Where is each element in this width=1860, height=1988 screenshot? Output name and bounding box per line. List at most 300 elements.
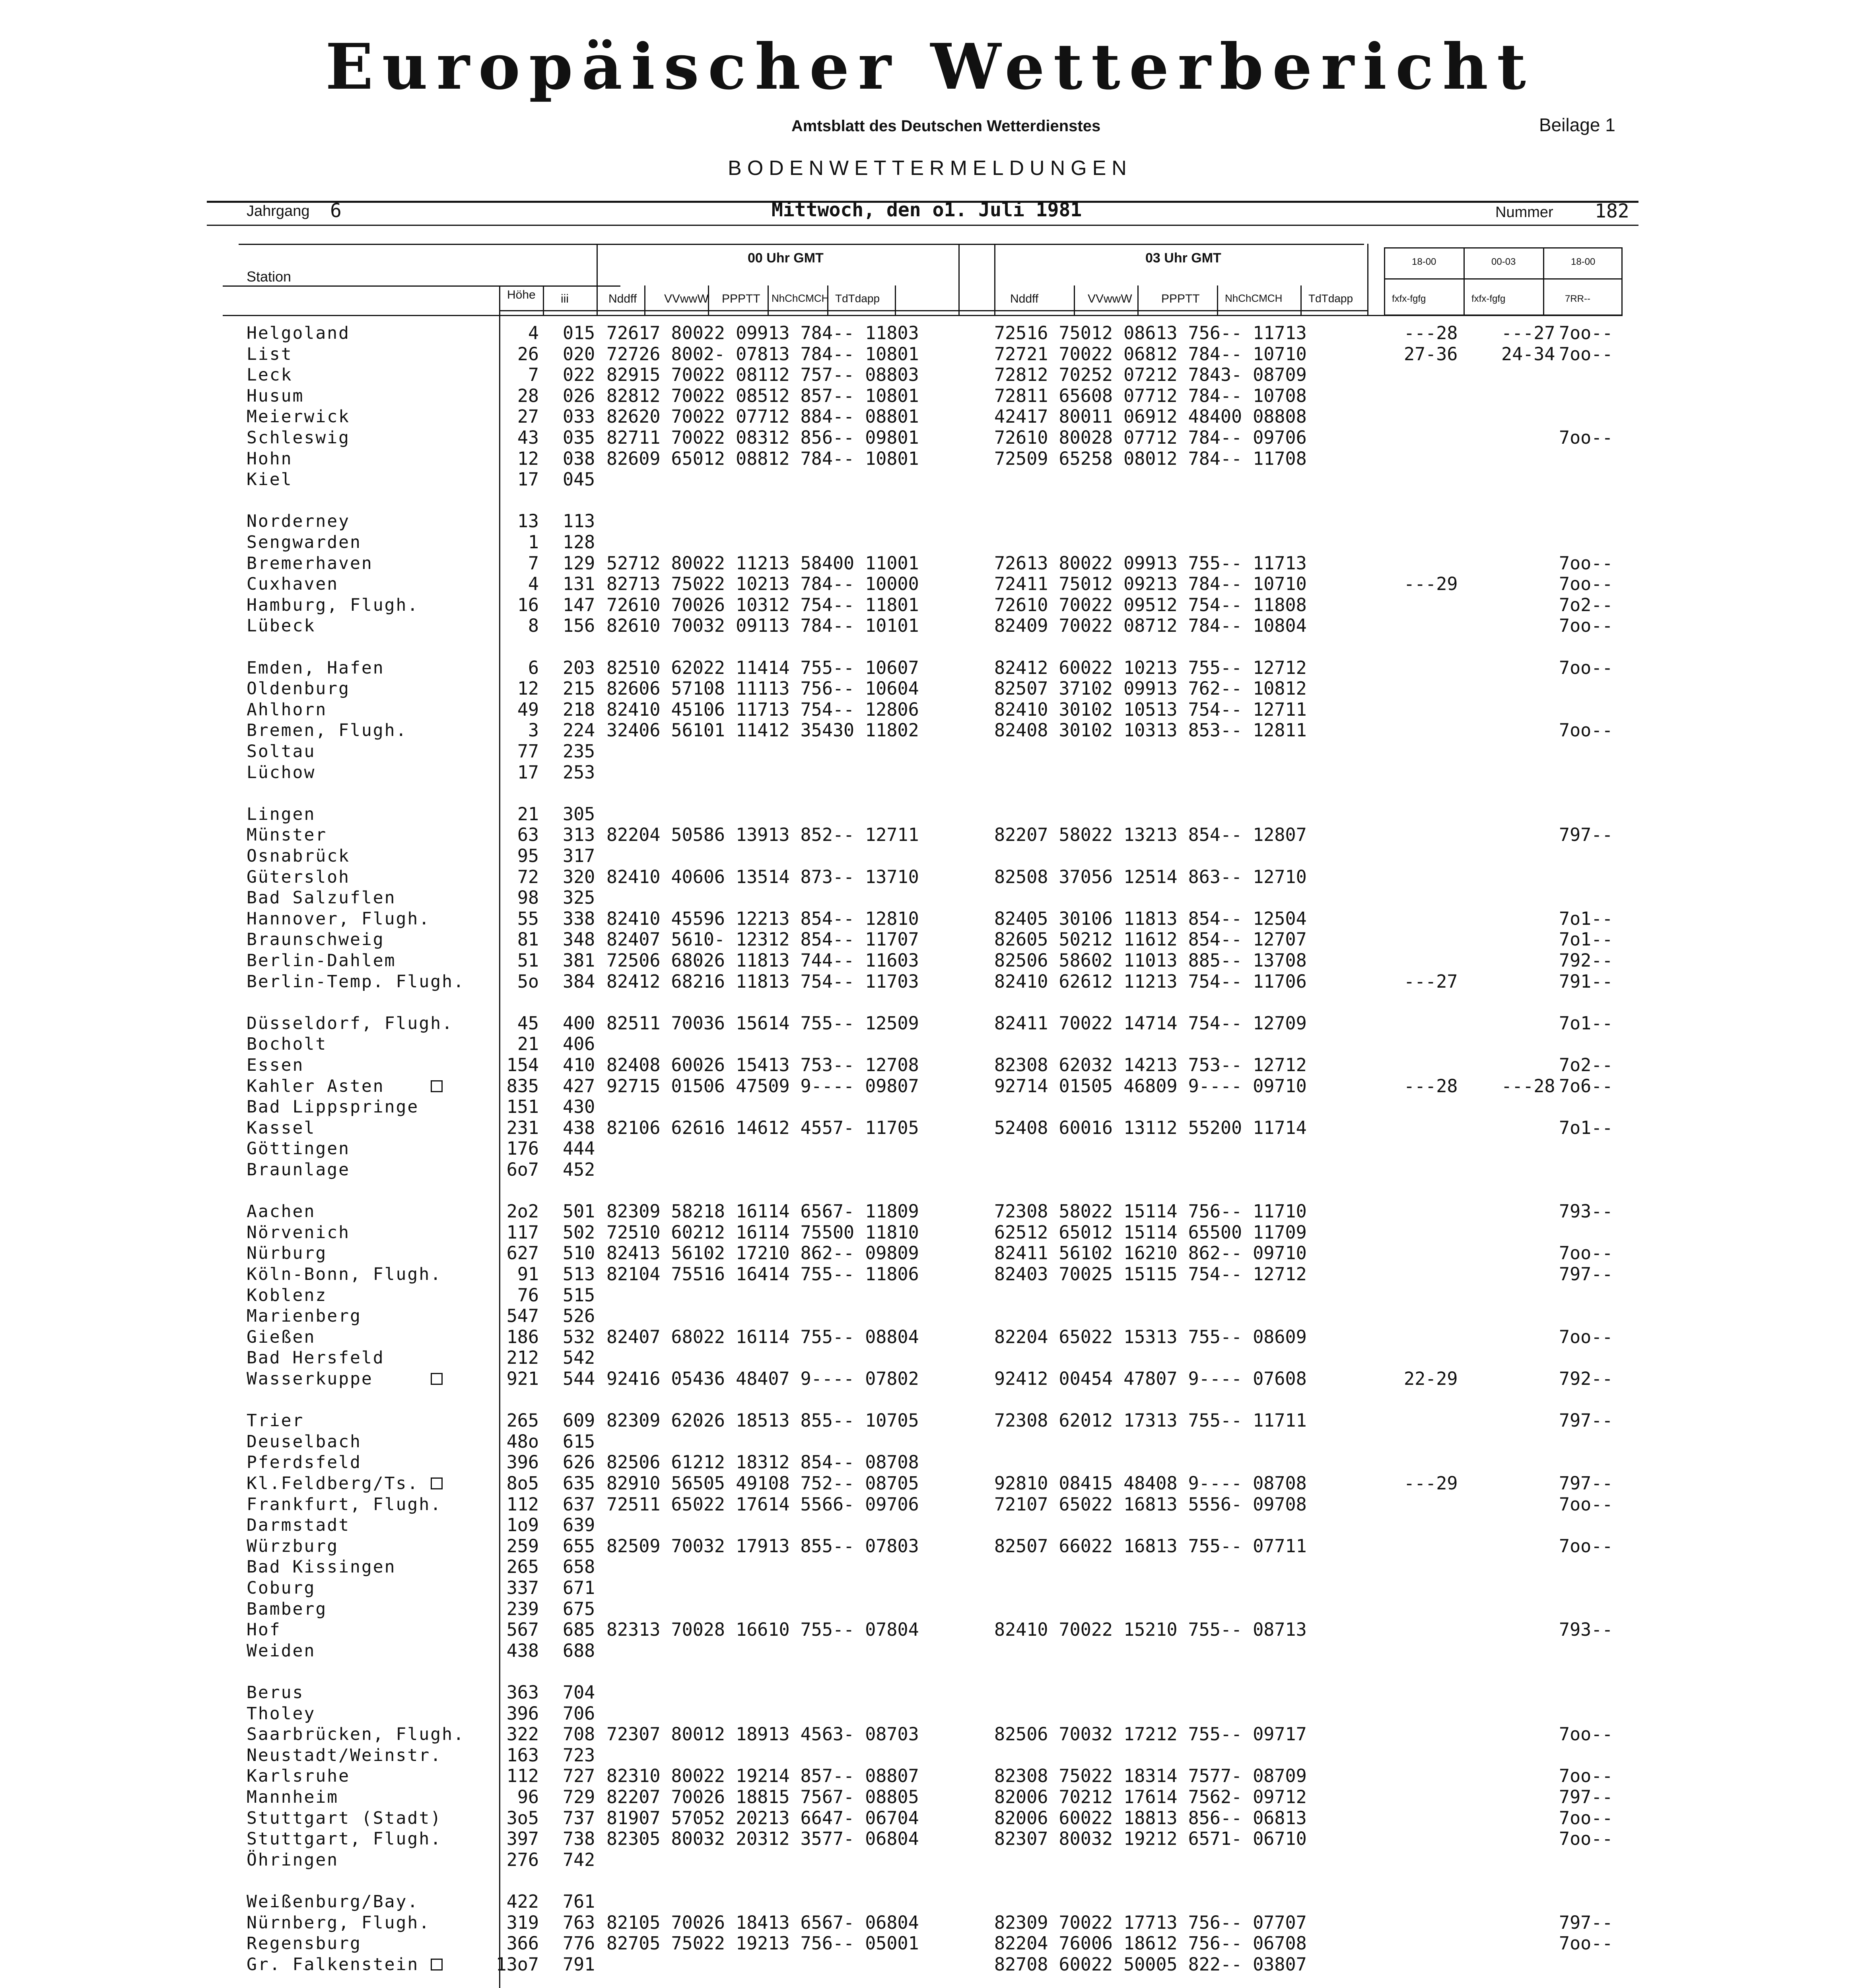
table-row [0, 406, 1860, 427]
station-index: 729 [563, 1786, 595, 1807]
station-name: Kiel [247, 470, 293, 489]
station-index: 742 [563, 1849, 595, 1870]
station-name: Marienberg [247, 1306, 362, 1326]
station-index: 218 [563, 699, 595, 720]
station-index: 113 [563, 511, 595, 532]
precip-18-00: 7oo-- [1559, 553, 1613, 574]
table-row [0, 344, 1860, 365]
station-index: 515 [563, 1285, 595, 1306]
obs-03-gmt: 42417 80011 06912 48400 08808 [994, 406, 1307, 427]
station-name: Bad Lippspringe [247, 1097, 419, 1117]
obs-00-gmt: 82509 70032 17913 855-- 07803 [606, 1536, 919, 1557]
gust-18-00: 27-36 [1404, 344, 1458, 365]
obs-00-gmt: 82705 75022 19213 756-- 05001 [606, 1933, 919, 1954]
precip-18-00: 7o2-- [1559, 594, 1613, 615]
station-height: 1o9 [506, 1514, 539, 1536]
obs-03-gmt: 82309 70022 17713 756-- 07707 [994, 1912, 1307, 1933]
table-row [0, 1222, 1860, 1243]
station-name: Frankfurt, Flugh. [247, 1495, 442, 1514]
precip-18-00: 7oo-- [1559, 1536, 1613, 1557]
precip-18-00: 7o2-- [1559, 1054, 1613, 1076]
supplement-label: Beilage 1 [1539, 115, 1615, 135]
precip-18-00: 7o1-- [1559, 908, 1613, 929]
obs-03-gmt: 62512 65012 15114 65500 11709 [994, 1222, 1307, 1243]
col-dewpoint-00: TdTdapp [835, 292, 880, 305]
obs-00-gmt: 92715 01506 47509 9---- 09807 [606, 1076, 919, 1097]
table-row [0, 1557, 1860, 1577]
obs-03-gmt: 72610 80028 07712 784-- 09706 [994, 427, 1307, 448]
table-row [0, 1494, 1860, 1515]
mountain-station-square-icon [431, 1080, 443, 1092]
header-divider [543, 285, 544, 315]
obs-00-gmt: 82207 70026 18815 7567- 08805 [606, 1786, 919, 1807]
table-row [0, 1703, 1860, 1724]
table-row [0, 1347, 1860, 1368]
gust-00-03: ---27 [1501, 322, 1555, 344]
table-row [0, 1410, 1860, 1431]
station-height: 4 [528, 322, 539, 344]
gust-18-00: ---27 [1404, 971, 1458, 992]
obs-03-gmt: 72516 75012 08613 756-- 11713 [994, 322, 1307, 344]
station-name: Aachen [247, 1202, 316, 1221]
header-divider [958, 244, 960, 315]
obs-00-gmt: 82609 65012 08812 784-- 10801 [606, 448, 919, 469]
obs-03-gmt: 92412 00454 47807 9---- 07608 [994, 1368, 1307, 1389]
obs-03-gmt: 82408 30102 10313 853-- 12811 [994, 720, 1307, 741]
station-height: 112 [506, 1494, 539, 1515]
table-row [0, 825, 1860, 845]
obs-00-gmt: 82610 70032 09113 784-- 10101 [606, 615, 919, 636]
station-index: 338 [563, 908, 595, 929]
station-index: 502 [563, 1222, 595, 1243]
station-name: Bremen, Flugh. [247, 720, 408, 740]
table-row [0, 1515, 1860, 1536]
station-name: Öhringen [247, 1850, 339, 1870]
precip-18-00: 7oo-- [1559, 1933, 1613, 1954]
station-index: 704 [563, 1682, 595, 1703]
obs-00-gmt: 72510 60212 16114 75500 11810 [606, 1222, 919, 1243]
station-name: Deuselbach [247, 1432, 362, 1452]
station-name: Würzburg [247, 1536, 339, 1556]
station-height: 63 [517, 824, 539, 845]
table-row [0, 804, 1860, 825]
station-name: Nürburg [247, 1243, 327, 1263]
table-row [0, 762, 1860, 783]
station-index: 510 [563, 1242, 595, 1264]
station-height: 2o2 [506, 1201, 539, 1222]
station-height: 17 [517, 469, 539, 490]
table-row [0, 658, 1860, 678]
station-name: Hannover, Flugh. [247, 909, 431, 929]
station-index: 688 [563, 1640, 595, 1661]
table-row [0, 615, 1860, 636]
station-index: 129 [563, 553, 595, 574]
station-height: 547 [506, 1305, 539, 1326]
station-index: 033 [563, 406, 595, 427]
station-height: 12 [517, 448, 539, 469]
table-row [0, 574, 1860, 594]
station-name: Göttingen [247, 1139, 350, 1159]
station-height: 1 [528, 532, 539, 553]
obs-00-gmt: 82915 70022 08112 757-- 08803 [606, 364, 919, 385]
station-name: Tholey [247, 1704, 316, 1724]
station-name: Stuttgart (Stadt) [247, 1808, 442, 1828]
table-row [0, 1850, 1860, 1870]
obs-00-gmt: 92416 05436 48407 9---- 07802 [606, 1368, 919, 1389]
station-index: 706 [563, 1703, 595, 1724]
issue-date: Mittwoch, den o1. Juli 1981 [772, 199, 1082, 221]
station-height: 337 [506, 1577, 539, 1598]
obs-03-gmt: 72613 80022 09913 755-- 11713 [994, 553, 1307, 574]
station-height: 27 [517, 406, 539, 427]
station-height: 319 [506, 1912, 539, 1933]
header-line [499, 310, 1368, 311]
station-name: Kl.Feldberg/Ts. [247, 1474, 419, 1493]
height-header: Höhe [507, 288, 536, 301]
station-height: 76 [517, 1285, 539, 1306]
gust-00-03: 24-34 [1501, 344, 1555, 365]
table-row [0, 1013, 1860, 1034]
obs-03-gmt: 92810 08415 48408 9---- 08708 [994, 1473, 1307, 1494]
station-name: Norderney [247, 511, 350, 531]
station-index: 791 [563, 1954, 595, 1975]
station-height: 921 [506, 1368, 539, 1389]
station-index: 671 [563, 1577, 595, 1598]
station-index: 615 [563, 1431, 595, 1452]
obs-03-gmt: 82403 70025 15115 754-- 12712 [994, 1264, 1307, 1285]
obs-03-gmt: 82409 70022 08712 784-- 10804 [994, 615, 1307, 636]
station-name: Ahlhorn [247, 700, 327, 720]
obs-03-gmt: 92714 01505 46809 9---- 09710 [994, 1076, 1307, 1097]
header-divider [994, 244, 995, 315]
table-row [0, 887, 1860, 908]
obs-00-gmt: 82309 62026 18513 855-- 10705 [606, 1410, 919, 1431]
station-index: 313 [563, 824, 595, 845]
station-height: 366 [506, 1933, 539, 1954]
station-index: 501 [563, 1201, 595, 1222]
station-index: 325 [563, 887, 595, 908]
station-index: 542 [563, 1347, 595, 1368]
station-height: 91 [517, 1264, 539, 1285]
station-name: Weißenburg/Bay. [247, 1892, 419, 1912]
header-divider [597, 244, 598, 315]
col-vvwww-00: VVwwW [664, 292, 709, 305]
station-index: 544 [563, 1368, 595, 1389]
station-height: 396 [506, 1703, 539, 1724]
obs-03-gmt: 72107 65022 16813 5556- 09708 [994, 1494, 1307, 1515]
station-height: 151 [506, 1096, 539, 1117]
obs-03-gmt: 82411 56102 16210 862-- 09710 [994, 1242, 1307, 1264]
station-height: 6o7 [506, 1159, 539, 1180]
station-index: 532 [563, 1326, 595, 1347]
obs-00-gmt: 82511 70036 15614 755-- 12509 [606, 1013, 919, 1034]
station-height: 154 [506, 1054, 539, 1076]
table-row [0, 427, 1860, 448]
station-name: Braunschweig [247, 930, 385, 949]
table-row [0, 1682, 1860, 1703]
station-index: 438 [563, 1117, 595, 1138]
table-row [0, 929, 1860, 950]
obs-00-gmt: 82407 5610- 12312 854-- 11707 [606, 929, 919, 950]
station-name: Regensburg [247, 1934, 362, 1953]
station-height: 13 [517, 511, 539, 532]
table-row [0, 720, 1860, 741]
col-ppptt-03: PPPTT [1161, 292, 1200, 305]
station-index: 655 [563, 1536, 595, 1557]
station-height: 176 [506, 1138, 539, 1159]
station-index: 224 [563, 720, 595, 741]
header-divider [1217, 285, 1218, 315]
station-index: 156 [563, 615, 595, 636]
station-name: Münster [247, 825, 327, 845]
table-row [0, 867, 1860, 887]
table-row [0, 950, 1860, 971]
precip-18-00: 791-- [1559, 971, 1613, 992]
obs-03-gmt: 82507 66022 16813 755-- 07711 [994, 1536, 1307, 1557]
station-index: 203 [563, 657, 595, 678]
year-label: Jahrgang [247, 203, 310, 219]
station-name: Weiden [247, 1641, 316, 1661]
obs-00-gmt: 82105 70026 18413 6567- 06804 [606, 1912, 919, 1933]
station-height: 438 [506, 1640, 539, 1661]
station-name: Gütersloh [247, 867, 350, 887]
station-height: 8 [528, 615, 539, 636]
precip-18-00: 7oo-- [1559, 573, 1613, 594]
table-row [0, 971, 1860, 992]
table-row [0, 1933, 1860, 1954]
gust-period-2: 00-03 [1491, 256, 1516, 267]
station-index: 444 [563, 1138, 595, 1159]
precip-18-00: 7oo-- [1559, 1326, 1613, 1347]
obs-00-gmt: 82309 58218 16114 6567- 11809 [606, 1201, 919, 1222]
station-height: 16 [517, 594, 539, 615]
obs-00-gmt: 72617 80022 09913 784-- 11803 [606, 322, 919, 344]
header-divider [1464, 247, 1465, 316]
obs-03-gmt: 82006 70212 17614 7562- 09712 [994, 1786, 1307, 1807]
obs-03-gmt: 82412 60022 10213 755-- 12712 [994, 657, 1307, 678]
station-height: 276 [506, 1849, 539, 1870]
station-height: 212 [506, 1347, 539, 1368]
header-divider [644, 285, 645, 315]
precip-18-00: 7oo-- [1559, 1494, 1613, 1515]
station-name: Hof [247, 1620, 281, 1640]
station-height: 12 [517, 678, 539, 699]
station-index: 658 [563, 1556, 595, 1577]
station-index: 635 [563, 1473, 595, 1494]
station-height: 96 [517, 1786, 539, 1807]
station-index: 305 [563, 804, 595, 825]
col-vvwww-03: VVwwW [1088, 292, 1132, 305]
gust-18-00: ---29 [1404, 573, 1458, 594]
table-row [0, 1891, 1860, 1912]
table-row [0, 1912, 1860, 1933]
obs-03-gmt: 82410 30102 10513 754-- 12711 [994, 699, 1307, 720]
table-row [0, 1431, 1860, 1452]
station-height: 95 [517, 845, 539, 866]
table-row [0, 1118, 1860, 1138]
station-index: 685 [563, 1619, 595, 1640]
station-name: Saarbrücken, Flugh. [247, 1724, 465, 1744]
station-name: Bad Hersfeld [247, 1348, 385, 1368]
station-index: 406 [563, 1033, 595, 1054]
station-name: Soltau [247, 742, 316, 761]
station-index: 348 [563, 929, 595, 950]
gust-header-2: fxfx-fgfg [1471, 293, 1506, 304]
table-row [0, 1306, 1860, 1326]
station-height: 627 [506, 1242, 539, 1264]
obs-03-gmt: 82410 70022 15210 755-- 08713 [994, 1619, 1307, 1640]
obs-00-gmt: 82412 68216 11813 754-- 11703 [606, 971, 919, 992]
station-index: 128 [563, 532, 595, 553]
publisher-subtitle: Amtsblatt des Deutschen Wetterdienstes [791, 117, 1101, 135]
obs-00-gmt: 82713 75022 10213 784-- 10000 [606, 573, 919, 594]
obs-00-gmt: 82510 62022 11414 755-- 10607 [606, 657, 919, 678]
obs-00-gmt: 72307 80012 18913 4563- 08703 [606, 1724, 919, 1745]
gust-18-00: 22-29 [1404, 1368, 1458, 1389]
mountain-station-square-icon [431, 1477, 443, 1489]
table-row [0, 553, 1860, 574]
station-name: Mannheim [247, 1787, 339, 1807]
station-name: Kahler Asten [247, 1076, 385, 1096]
station-index-header: iii [561, 292, 569, 305]
station-index: 430 [563, 1096, 595, 1117]
precip-18-00: 7oo-- [1559, 615, 1613, 636]
station-height: 48o [506, 1431, 539, 1452]
table-row [0, 1829, 1860, 1849]
station-name: Husum [247, 386, 304, 406]
obs-03-gmt: 72308 58022 15114 756-- 11710 [994, 1201, 1307, 1222]
precip-18-00: 792-- [1559, 950, 1613, 971]
station-name: Emden, Hafen [247, 658, 385, 678]
table-row [0, 511, 1860, 532]
gust-18-00: ---28 [1404, 322, 1458, 344]
obs-00-gmt: 82408 60026 15413 753-- 12708 [606, 1054, 919, 1076]
station-index: 131 [563, 573, 595, 594]
station-index: 235 [563, 741, 595, 762]
obs-00-gmt: 82106 62616 14612 4557- 11705 [606, 1117, 919, 1138]
obs-00-gmt: 82407 68022 16114 755-- 08804 [606, 1326, 919, 1347]
table-row [0, 1159, 1860, 1180]
table-row [0, 1285, 1860, 1306]
group-header-03: 03 Uhr GMT [1145, 250, 1221, 266]
mountain-station-square-icon [431, 1373, 443, 1385]
table-row [0, 469, 1860, 490]
station-name: Oldenburg [247, 679, 350, 699]
table-row [0, 1097, 1860, 1117]
station-height: 396 [506, 1452, 539, 1473]
table-row [0, 1745, 1860, 1766]
station-name: Karlsruhe [247, 1766, 350, 1786]
table-row [0, 678, 1860, 699]
obs-03-gmt: 82411 70022 14714 754-- 12709 [994, 1013, 1307, 1034]
station-index: 513 [563, 1264, 595, 1285]
station-name: Berus [247, 1683, 304, 1703]
table-row [0, 1954, 1860, 1975]
station-name: Leck [247, 365, 293, 385]
table-row [0, 1243, 1860, 1264]
table-row [0, 1138, 1860, 1159]
station-height: 112 [506, 1765, 539, 1786]
gust-18-00: ---29 [1404, 1473, 1458, 1494]
obs-03-gmt: 82410 62612 11213 754-- 11706 [994, 971, 1307, 992]
station-index: 147 [563, 594, 595, 615]
obs-03-gmt: 72610 70022 09512 754-- 11808 [994, 594, 1307, 615]
obs-00-gmt: 82812 70022 08512 857-- 10801 [606, 385, 919, 406]
station-height: 363 [506, 1682, 539, 1703]
station-height: 17 [517, 762, 539, 783]
station-index: 384 [563, 971, 595, 992]
table-row [0, 741, 1860, 762]
precip-18-00: 7oo-- [1559, 1828, 1613, 1849]
station-height: 397 [506, 1828, 539, 1849]
table-row [0, 1619, 1860, 1640]
table-row [0, 1034, 1860, 1054]
obs-00-gmt: 82305 80032 20312 3577- 06804 [606, 1828, 919, 1849]
col-clouds-00: NhChCMCH [772, 292, 829, 304]
station-index: 761 [563, 1891, 595, 1912]
station-height: 265 [506, 1556, 539, 1577]
issue-number: 182 [1595, 200, 1629, 222]
table-row [0, 365, 1860, 385]
obs-00-gmt: 81907 57052 20213 6647- 06704 [606, 1807, 919, 1829]
obs-03-gmt: 82308 75022 18314 7577- 08709 [994, 1765, 1307, 1786]
station-index: 763 [563, 1912, 595, 1933]
station-name: Bamberg [247, 1599, 327, 1619]
header-divider [895, 285, 896, 315]
station-index: 626 [563, 1452, 595, 1473]
station-name: Nürnberg, Flugh. [247, 1913, 431, 1933]
obs-00-gmt: 82410 45596 12213 854-- 12810 [606, 908, 919, 929]
station-name: Stuttgart, Flugh. [247, 1829, 442, 1849]
precip-period: 18-00 [1571, 256, 1596, 267]
station-name: Bremerhaven [247, 553, 373, 573]
table-row [0, 1201, 1860, 1222]
issue-number-label: Nummer [1495, 204, 1553, 221]
station-name: Bocholt [247, 1034, 327, 1054]
precip-18-00: 797-- [1559, 824, 1613, 845]
station-index: 639 [563, 1514, 595, 1536]
precip-18-00: 7o1-- [1559, 1117, 1613, 1138]
obs-03-gmt: 82204 65022 15313 755-- 08609 [994, 1326, 1307, 1347]
station-height: 163 [506, 1745, 539, 1766]
station-name: Osnabrück [247, 846, 350, 866]
station-name: Wasserkuppe [247, 1369, 373, 1389]
obs-00-gmt: 82606 57108 11113 756-- 10604 [606, 678, 919, 699]
table-row [0, 386, 1860, 406]
station-index: 723 [563, 1745, 595, 1766]
station-name: Köln-Bonn, Flugh. [247, 1264, 442, 1284]
station-name: Essen [247, 1055, 304, 1075]
station-height: 231 [506, 1117, 539, 1138]
station-index: 708 [563, 1724, 595, 1745]
obs-00-gmt: 52712 80022 11213 58400 11001 [606, 553, 919, 574]
station-index: 215 [563, 678, 595, 699]
obs-03-gmt: 72308 62012 17313 755-- 11711 [994, 1410, 1307, 1431]
table-row [0, 1536, 1860, 1557]
station-height: 45 [517, 1013, 539, 1034]
header-divider [1300, 285, 1302, 315]
obs-03-gmt: 52408 60016 13112 55200 11714 [994, 1117, 1307, 1138]
station-name: Trier [247, 1411, 304, 1431]
col-dewpoint-03: TdTdapp [1308, 292, 1353, 305]
station-index: 776 [563, 1933, 595, 1954]
station-height: 55 [517, 908, 539, 929]
station-height: 117 [506, 1222, 539, 1243]
precip-18-00: 7oo-- [1559, 657, 1613, 678]
station-header: Station [247, 268, 292, 285]
precip-18-00: 797-- [1559, 1786, 1613, 1807]
station-name: Schleswig [247, 428, 350, 448]
